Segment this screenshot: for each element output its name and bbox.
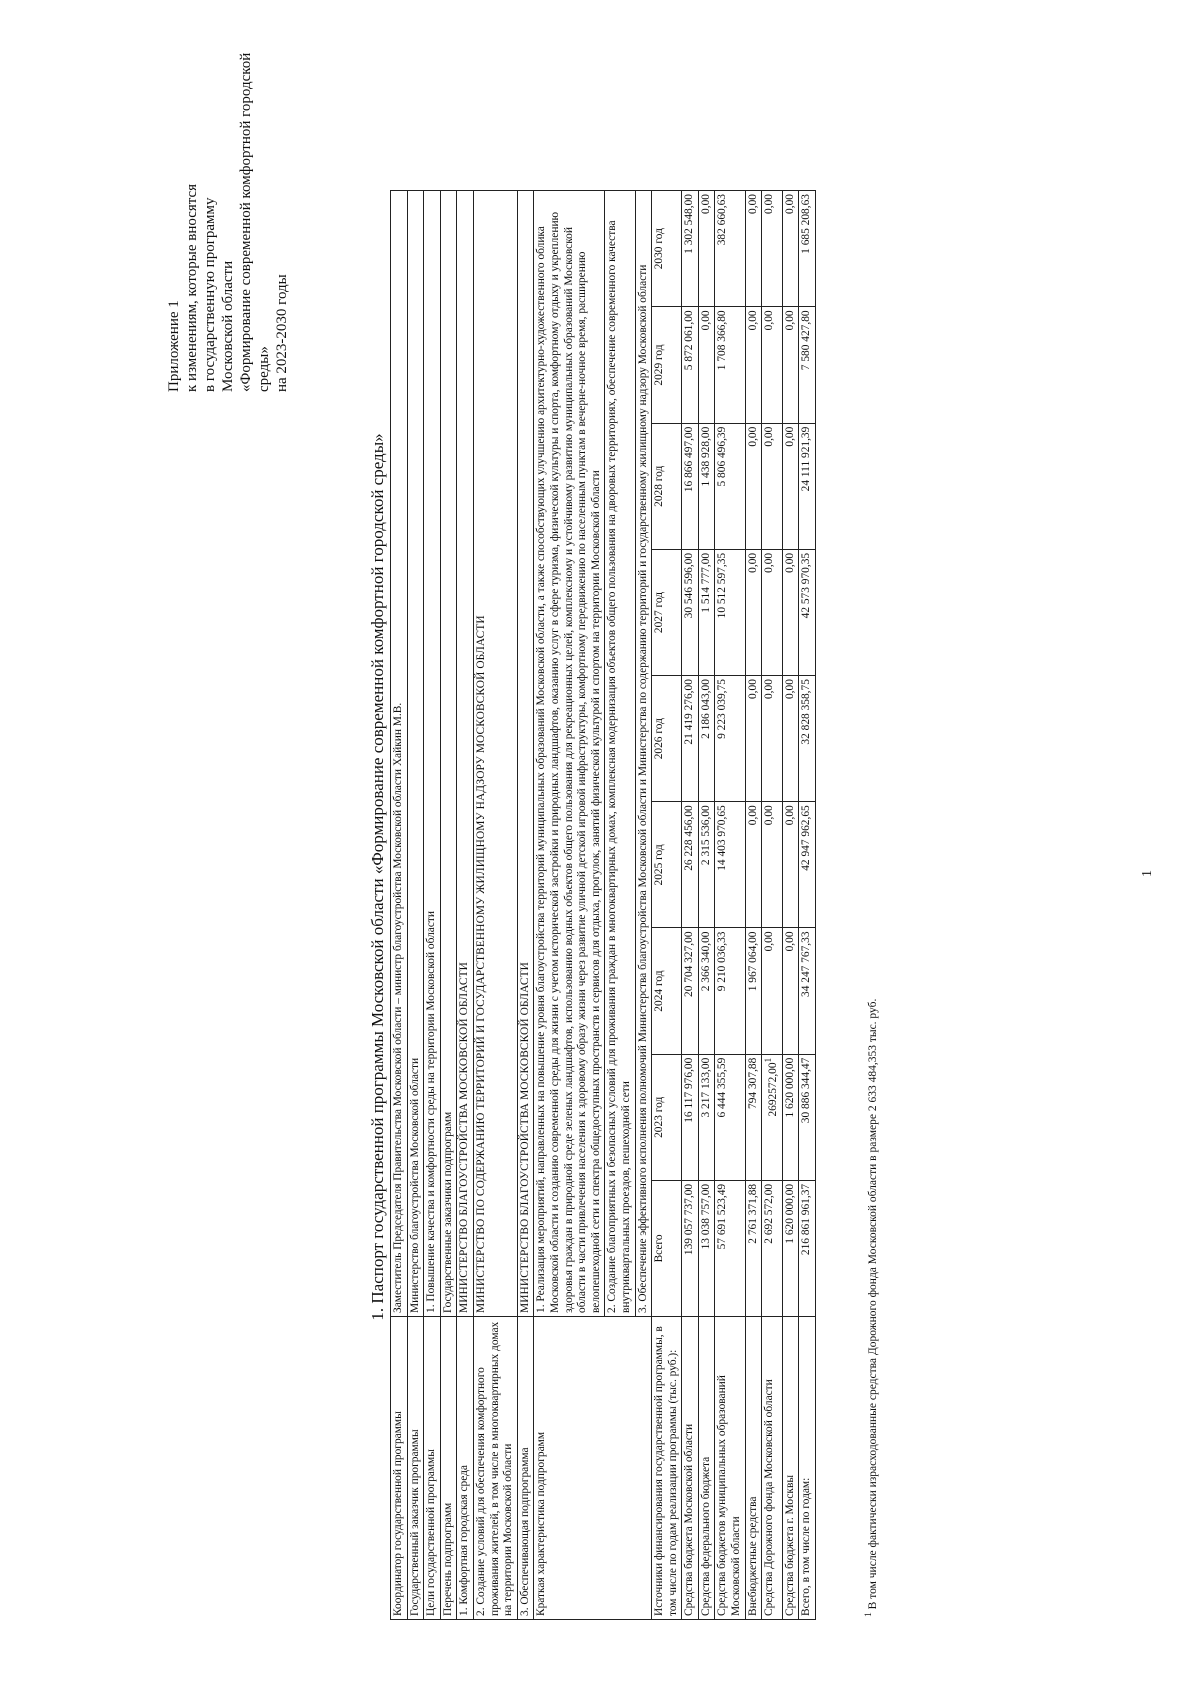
row-value: МИНИСТЕРСТВО БЛАГОУСТРОЙСТВА МОСКОВСКОЙ ОБЛАСТИ <box>517 191 534 1317</box>
appendix-line: Московской области <box>220 260 236 392</box>
finance-row <box>698 191 715 1620</box>
footnote-text: В том числе фактически израсходованные средства Дорожного фонда Московской области в размере 2 633 484,353 тыс. руб. <box>866 998 879 1610</box>
row-label: Внебюджетные средства <box>745 1317 762 1620</box>
finance-row <box>745 191 762 1620</box>
row-label: 3. Обеспечивающая подпрограмма <box>517 1317 534 1620</box>
table-cell: 24 111 921,39 <box>799 423 816 549</box>
table-cell: 1 685 208,63 <box>799 191 816 307</box>
table-cell-value: 2692572,00 <box>767 1062 780 1117</box>
table-cell: 20 704 327,00 <box>682 928 699 1054</box>
table-cell <box>762 1054 782 1180</box>
table-cell: 3 217 133,00 <box>698 1054 715 1180</box>
table-cell: 0,00 <box>745 802 762 928</box>
table-cell: 0,00 <box>745 307 762 423</box>
row-label: Средства бюджета г. Москвы <box>782 1317 799 1620</box>
footnote-mark: 1 <box>764 1057 775 1063</box>
table-cell: 0,00 <box>745 549 762 675</box>
characteristic-item: 1. Реализация мероприятий, направленных на повышение уровня благоустройства территорий муниципальных образований Московской области, а также способствующих улучшению архитектурно-художественного облика Московской области и созданию современной среды для жизни с учетом исторической застройки и природных ландшафтов, оказанию услуг в сфере туризма, физической культуры и спорта, комфортному отдыху и укреплению здоровья граждан в природной среде зеленых ландшафтов, использованию водных объектов общего пользования для рекреационных целей, комплексному и устойчивому развитию муниципальных образований Московской области в части привлечения населения к здоровому образу жизни через развитие уличной детской игровой инфраструктуры, комфортному передвижению по населенным пунктам в вечерне-ночное время, расширению велопешеходной сети и спектра общедоступных пространств и сервисов для отдыха, прогулок, занятий физической культурой и спортом на территории Московской области <box>534 191 605 1317</box>
table-cell: 0,00 <box>782 676 799 802</box>
row-label: Средства бюджетов муниципальных образований Московской области <box>715 1317 745 1620</box>
finance-row <box>715 191 745 1620</box>
table-cell: 0,00 <box>782 307 799 423</box>
table-cell: 2 692 572,00 <box>762 1180 782 1316</box>
column-header: 2024 год <box>652 928 682 1054</box>
table-cell: 9 210 036,33 <box>715 928 745 1054</box>
finance-total-row <box>799 191 816 1620</box>
table-cell: 216 861 961,37 <box>799 1180 816 1316</box>
table-cell: 0,00 <box>782 549 799 675</box>
passport-title: 1. Паспорт государственной программы Московской области «Формирование современной комфортной городской среды» <box>368 433 387 1321</box>
finance-header-row <box>652 191 682 1620</box>
table-cell: 16 866 497,00 <box>682 423 699 549</box>
appendix-line: среды» <box>256 346 272 392</box>
passport-table <box>390 190 816 1620</box>
page-number: 1 <box>1140 870 1155 877</box>
table-cell: 13 038 757,00 <box>698 1180 715 1316</box>
table-cell: 6 444 355,59 <box>715 1054 745 1180</box>
table-cell: 1 967 064,00 <box>745 928 762 1054</box>
table-cell: 0,00 <box>762 549 782 675</box>
table-cell: 9 223 039,75 <box>715 676 745 802</box>
row-value: Министерство благоустройства Московской области <box>407 191 424 1317</box>
table-cell: 26 228 456,00 <box>682 802 699 928</box>
table-row <box>424 191 441 1620</box>
appendix-line: Приложение 1 <box>166 300 182 392</box>
column-header: 2025 год <box>652 802 682 928</box>
table-cell: 1 514 777,00 <box>698 549 715 675</box>
table-cell: 42 947 962,65 <box>799 802 816 928</box>
appendix-line: к изменениям, которые вносятся <box>184 183 200 392</box>
table-cell: 0,00 <box>782 928 799 1054</box>
row-label: Источники финансирования государственной программы, в том числе по годам реализации программы (тыс. руб.): <box>652 1317 682 1620</box>
table-cell: 5 872 061,00 <box>682 307 699 423</box>
row-label: Государственный заказчик программы <box>407 1317 424 1620</box>
table-cell: 16 117 976,00 <box>682 1054 699 1180</box>
row-value: Государственные заказчики подпрограмм <box>440 191 457 1317</box>
column-header: 2028 год <box>652 423 682 549</box>
column-header: 2023 год <box>652 1054 682 1180</box>
table-cell: 0,00 <box>698 191 715 307</box>
table-cell: 57 691 523,49 <box>715 1180 745 1316</box>
row-label: Средства Дорожного фонда Московской области <box>762 1317 782 1620</box>
row-label: Цели государственной программы <box>424 1317 441 1620</box>
table-cell: 1 302 548,00 <box>682 191 699 307</box>
row-value: МИНИСТЕРСТВО БЛАГОУСТРОЙСТВА МОСКОВСКОЙ ОБЛАСТИ <box>457 191 474 1317</box>
table-cell: 0,00 <box>762 191 782 307</box>
characteristic-item: 2. Создание благоприятных и безопасных условий для проживания граждан в многоквартирных домах, комплексная модернизация объектов общего пользования на дворовых территориях, обеспечение современного качества внутриквартальных проездов, пешеходной сети <box>605 191 635 1317</box>
finance-row <box>762 191 782 1620</box>
table-cell: 2 761 371,88 <box>745 1180 762 1316</box>
table-cell: 14 403 970,65 <box>715 802 745 928</box>
table-row <box>473 191 517 1620</box>
table-cell: 1 708 366,80 <box>715 307 745 423</box>
table-cell: 2 186 043,00 <box>698 676 715 802</box>
table-cell: 21 419 276,00 <box>682 676 699 802</box>
table-cell: 382 660,63 <box>715 191 745 307</box>
table-cell: 139 057 737,00 <box>682 1180 699 1316</box>
row-value: Заместитель Председателя Правительства Московской области – министр благоустройства Московской области Хайкин М.В. <box>391 191 408 1317</box>
table-cell: 7 580 427,80 <box>799 307 816 423</box>
footnote <box>863 999 879 1617</box>
footnote-mark: 1 <box>863 1612 874 1617</box>
column-header: 2029 год <box>652 307 682 423</box>
table-cell: 5 806 496,39 <box>715 423 745 549</box>
table-row <box>391 191 408 1620</box>
table-cell: 2 366 340,00 <box>698 928 715 1054</box>
table-cell: 0,00 <box>762 928 782 1054</box>
table-cell: 0,00 <box>782 423 799 549</box>
row-label: Координатор государственной программы <box>391 1317 408 1620</box>
table-cell: 30 886 344,47 <box>799 1054 816 1180</box>
table-cell: 42 573 970,35 <box>799 549 816 675</box>
table-row <box>440 191 457 1620</box>
table-cell: 0,00 <box>762 802 782 928</box>
table-row <box>457 191 474 1620</box>
table-cell: 0,00 <box>762 676 782 802</box>
table-cell: 0,00 <box>762 307 782 423</box>
appendix-line: «Формирование современной комфортной городской <box>238 52 254 392</box>
table-cell: 1 620 000,00 <box>782 1054 799 1180</box>
characteristic-item: 3. Обеспечение эффективного исполнения полномочий Министерства благоустройства Московской области и Министерства по содержанию территорий и государственному жилищному надзору Московской области <box>635 191 652 1317</box>
column-header: Всего <box>652 1180 682 1316</box>
row-label: 2. Создание условий для обеспечения комфортного проживания жителей, в том числе в многоквартирных домах на территории Московской области <box>473 1317 517 1620</box>
table-row <box>407 191 424 1620</box>
table-cell: 32 828 358,75 <box>799 676 816 802</box>
finance-row <box>782 191 799 1620</box>
row-value: МИНИСТЕРСТВО ПО СОДЕРЖАНИЮ ТЕРРИТОРИЙ И ГОСУДАРСТВЕННОМУ ЖИЛИЩНОМУ НАДЗОРУ МОСКОВСКОЙ ОБЛАСТИ <box>473 191 517 1317</box>
row-label: Средства бюджета Московской области <box>682 1317 699 1620</box>
table-cell: 1 438 928,00 <box>698 423 715 549</box>
table-row <box>517 191 534 1620</box>
appendix-block <box>165 52 291 392</box>
table-cell: 0,00 <box>782 802 799 928</box>
row-label: 1. Комфортная городская среда <box>457 1317 474 1620</box>
row-label: Краткая характеристика подпрограмм <box>534 1317 652 1620</box>
table-cell: 34 247 767,33 <box>799 928 816 1054</box>
column-header: 2030 год <box>652 191 682 307</box>
table-cell: 0,00 <box>745 423 762 549</box>
finance-row <box>682 191 699 1620</box>
column-header: 2027 год <box>652 549 682 675</box>
row-label: Средства федерального бюджета <box>698 1317 715 1620</box>
appendix-line: в государственную программу <box>202 197 218 392</box>
column-header: 2026 год <box>652 676 682 802</box>
table-cell: 0,00 <box>745 191 762 307</box>
table-cell: 0,00 <box>745 676 762 802</box>
table-cell: 0,00 <box>698 307 715 423</box>
table-cell: 1 620 000,00 <box>782 1180 799 1316</box>
table-cell: 10 512 597,35 <box>715 549 745 675</box>
row-label: Всего, в том числе по годам: <box>799 1317 816 1620</box>
appendix-line: на 2023-2030 годы <box>274 274 290 392</box>
row-value: 1. Повышение качества и комфортности среды на территории Московской области <box>424 191 441 1317</box>
table-cell: 30 546 596,00 <box>682 549 699 675</box>
table-cell: 0,00 <box>782 191 799 307</box>
table-cell: 0,00 <box>762 423 782 549</box>
table-cell: 2 315 536,00 <box>698 802 715 928</box>
table-cell: 794 307,88 <box>745 1054 762 1180</box>
row-label: Перечень подпрограмм <box>440 1317 457 1620</box>
table-row <box>534 191 605 1620</box>
